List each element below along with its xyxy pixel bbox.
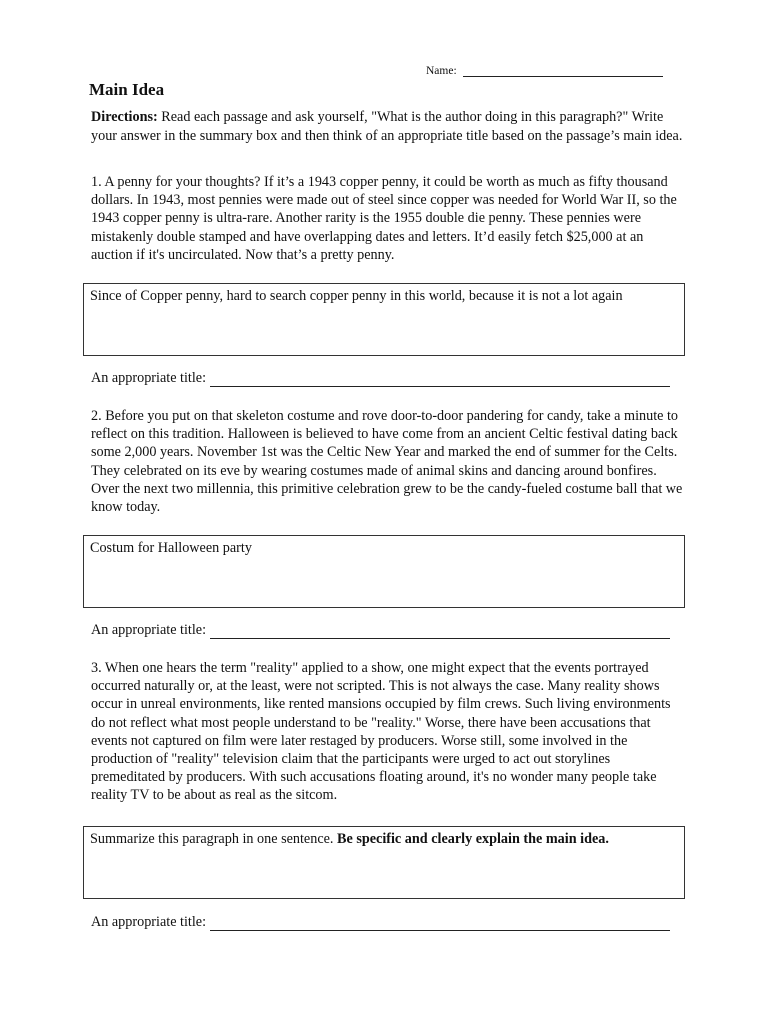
title-input-line-2[interactable]	[210, 624, 670, 639]
passage-3: 3. When one hears the term "reality" applied to a show, one might expect that the events portrayed occurred naturally or, at the least, were not scripted. This is not always the case. Many reality shows occur in unreal environments, like rented mansions occupied by film crews. Such living environments do not reflect what most people understand to be "reality." Worse, there have been accusations that events not captured on film were later restaged by producers. Worse still, some involved in the production of "reality" television claim that the participants were urged to act out storylines premeditated by producers. With such accusations floating around, it's no wonder many people take reality TV to be about as real as the sitcom.	[91, 660, 671, 804]
title-input-line-3[interactable]	[210, 916, 670, 931]
title-row-3	[91, 914, 670, 931]
summary-prompt-bold-3: Be specific and clearly explain the main idea.	[337, 831, 609, 847]
directions-text: Read each passage and ask yourself, "What is the author doing in this paragraph?" Write your answer in the summary box and then think of an appropriate title based on the passage’s main idea.	[91, 109, 683, 144]
directions-label: Directions:	[91, 109, 158, 125]
passage-2: 2. Before you put on that skeleton costume and rove door-to-door pandering for candy, take a minute to reflect on this tradition. Halloween is believed to have come from an ancient Celtic festival dating back some 2,000 years. November 1st was the Celtic New Year and marked the end of summer for the Celts. They celebrated on its eve by wearing costumes made of animal skins and dancing around bonfires. Over the next two millennia, this primitive celebration grew to be the candy-fueled costume ball that we know today.	[91, 408, 683, 516]
summary-box-3[interactable]	[83, 826, 685, 899]
page-title: Main Idea	[89, 80, 165, 99]
title-label-2: An appropriate title:	[91, 622, 207, 638]
summary-text-1: Since of Copper penny, hard to search copper penny in this world, because it is not a lot again	[90, 288, 623, 304]
title-row-2	[91, 622, 670, 639]
title-label-3: An appropriate title:	[91, 914, 207, 930]
summary-box-1[interactable]	[83, 283, 685, 356]
passage-1: 1. A penny for your thoughts? If it’s a 1943 copper penny, it could be worth as much as fifty thousand dollars. In 1943, most pennies were made out of steel since copper was needed for World War II, so the 1943 copper penny is ultra-rare. Another rarity is the 1955 double die penny. These pennies were mistakenly double stamped and have overlapping dates and letters. It’d easily fetch $25,000 at an auction if it's uncirculated. Now that’s a pretty penny.	[91, 174, 677, 263]
directions	[91, 108, 691, 145]
summary-box-2[interactable]	[83, 535, 685, 608]
summary-text-2: Costum for Halloween party	[90, 540, 252, 556]
name-input-line[interactable]	[463, 64, 663, 77]
name-field-row	[426, 64, 663, 77]
title-input-line-1[interactable]	[210, 372, 670, 387]
title-label-1: An appropriate title:	[91, 370, 207, 386]
summary-prompt-3: Summarize this paragraph in one sentence.	[90, 831, 338, 847]
title-row-1	[91, 370, 670, 387]
name-label: Name:	[426, 65, 457, 77]
